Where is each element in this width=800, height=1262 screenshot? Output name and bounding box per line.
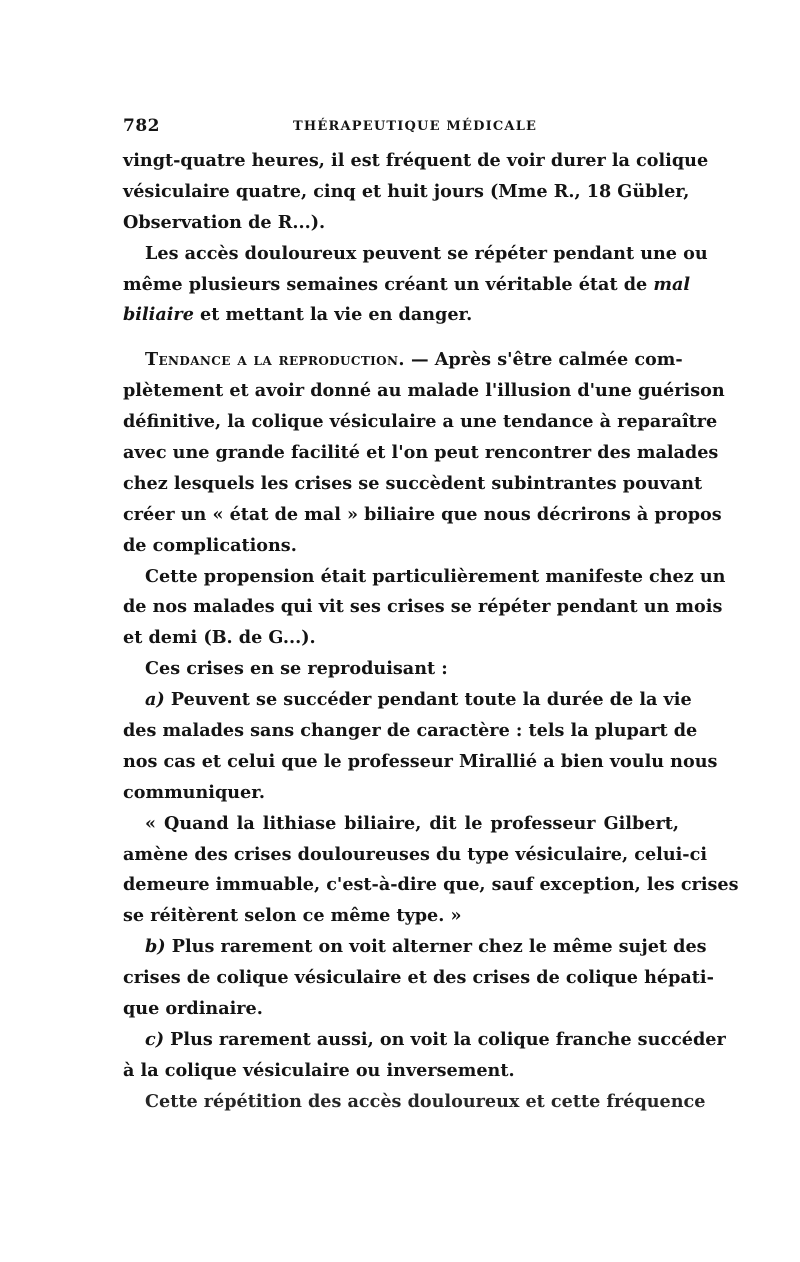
text-line (123, 685, 692, 716)
text-line: à la colique vésiculaire ou inversement. (123, 1059, 515, 1081)
text-line: Ces crises en se reproduisant : (145, 658, 448, 680)
text-line: plètement et avoir donné au malade l'illusion d'une guérison (123, 380, 725, 402)
book-page (123, 112, 739, 1118)
page-header (123, 112, 679, 146)
text-line: avec une grande facilité et l'on peut rencontrer des malades (123, 442, 719, 464)
text-line: de complications. (123, 534, 297, 556)
text-line: des malades sans changer de caractère : tels la plupart de (123, 720, 698, 742)
text-line: que ordinaire. (123, 998, 263, 1020)
text-line: amène des crises douloureuses du type vésiculaire, celui-ci (123, 843, 708, 865)
body-text (123, 146, 739, 1118)
text-line: communiquer. (123, 781, 266, 803)
text-run: Plus rarement aussi, on voit la colique franche succéder (164, 1028, 726, 1050)
text-line: vésiculaire quatre, cinq et huit jours (Mme R., 18 Gübler, (123, 180, 690, 202)
page-number: 782 (123, 116, 160, 136)
text-line: demeure immuable, c'est-à-dire que, sauf exception, les crises (123, 874, 739, 896)
text-line: et demi (B. de G...). (123, 627, 316, 649)
list-marker: b) (145, 936, 166, 958)
paragraph-gap (123, 331, 679, 345)
text-line: définitive, la colique vésiculaire a une tendance à reparaître (123, 411, 718, 433)
text-line: Cette propension était particulièrement manifeste chez un (145, 565, 726, 587)
text-line: vingt-quatre heures, il est fréquent de voir durer la colique (123, 150, 709, 171)
text-line: crises de colique vésiculaire et des crises de colique hépati- (123, 967, 714, 989)
text-line: créer un « état de mal » biliaire que nous décrirons à propos (123, 503, 722, 525)
text-run: même plusieurs semaines créant un véritable état de (123, 273, 654, 295)
text-line: « Quand la lithiase biliaire, dit le professeur Gilbert, (145, 812, 679, 834)
text-line: de nos malades qui vit ses crises se répéter pendant un mois (123, 596, 723, 618)
text-line: se réitèrent selon ce même type. » (123, 905, 462, 927)
text-line (123, 345, 683, 376)
text-line: nos cas et celui que le professeur Mirallié a bien voulu nous (123, 750, 718, 772)
text-line: Observation de R...). (123, 211, 326, 233)
running-title: THÉRAPEUTIQUE MÉDICALE (293, 119, 538, 134)
text-line (123, 932, 707, 963)
italic-term: mal (653, 273, 691, 295)
list-marker: a) (145, 689, 165, 711)
text-line: Cette répétition des accès douloureux et cette fréquence (145, 1090, 706, 1112)
text-line: Les accès douloureux peuvent se répéter pendant une ou (145, 242, 708, 264)
text-line (123, 270, 691, 301)
section-heading: Tendance a la reproduction. (145, 349, 405, 371)
text-run: — Après s'être calmée com- (404, 349, 683, 371)
list-marker: c) (145, 1028, 165, 1050)
italic-term: biliaire (123, 304, 194, 326)
text-line (123, 300, 679, 331)
text-line (123, 1025, 726, 1056)
text-line: chez lesquels les crises se succèdent subintrantes pouvant (123, 472, 703, 494)
text-run: Plus rarement on voit alterner chez le même sujet des (165, 936, 707, 958)
text-run: et mettant la vie en danger. (193, 304, 473, 326)
text-run: Peuvent se succéder pendant toute la durée de la vie (164, 689, 692, 711)
